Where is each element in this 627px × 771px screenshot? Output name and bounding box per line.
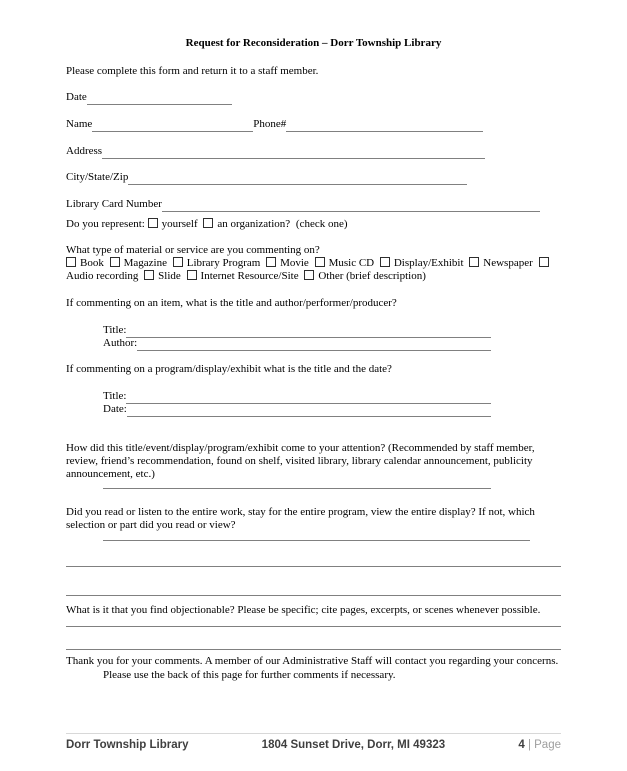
option-label: an organization? bbox=[217, 218, 291, 230]
program-date-row bbox=[103, 403, 491, 417]
footer-page-indicator: 4 | Page bbox=[518, 739, 561, 751]
item-title-blank-line[interactable] bbox=[126, 324, 491, 338]
program-date-blank-line[interactable] bbox=[127, 403, 491, 417]
item-author-row bbox=[103, 337, 491, 351]
checkbox-option bbox=[144, 270, 181, 282]
option-label: Library Program bbox=[186, 257, 261, 269]
checkbox-icon[interactable] bbox=[110, 257, 120, 267]
entire-question: Did you read or listen to the entire work, stay for the entire program, view the entire display? If not, which selection or part did you read or view? bbox=[66, 506, 535, 531]
footer-address: 1804 Sunset Drive, Dorr, MI 49323 bbox=[261, 739, 446, 751]
closing-note: Please use the back of this page for further comments if necessary. bbox=[103, 669, 396, 681]
checkbox-icon[interactable] bbox=[380, 257, 390, 267]
option-label: Newspaper bbox=[483, 257, 533, 269]
name-label: Name bbox=[66, 118, 93, 130]
program-title-blank-line[interactable] bbox=[126, 390, 491, 404]
objection-answer-line-1[interactable] bbox=[66, 626, 561, 627]
library-card-label: Library Card Number bbox=[66, 198, 162, 210]
represent-prompt: Do you represent: bbox=[66, 218, 145, 230]
option-label: Other (brief description) bbox=[318, 270, 426, 282]
checkbox-option bbox=[148, 218, 198, 230]
option-label: Magazine bbox=[123, 257, 167, 269]
option-label: Music CD bbox=[328, 257, 375, 269]
option-label: Display/Exhibit bbox=[393, 257, 464, 269]
name-phone-field-row bbox=[66, 118, 483, 132]
checkbox-icon[interactable] bbox=[469, 257, 479, 267]
checkbox-icon[interactable] bbox=[315, 257, 325, 267]
checkbox-icon[interactable] bbox=[304, 270, 314, 280]
represent-options bbox=[148, 218, 296, 230]
represent-question bbox=[66, 218, 566, 231]
program-title-row bbox=[103, 390, 491, 404]
checkbox-option bbox=[173, 257, 261, 269]
option-label: Slide bbox=[158, 270, 181, 282]
objection-question: What is it that you find objectionable? Please be specific; cite pages, excerpts, or scenes whenever possible. bbox=[66, 604, 541, 616]
phone-label: Phone# bbox=[253, 118, 287, 130]
page-title: Request for Reconsideration – Dorr Township Library bbox=[185, 37, 442, 49]
checkbox-icon[interactable] bbox=[266, 257, 276, 267]
option-label: Book bbox=[80, 257, 104, 269]
checkbox-icon[interactable] bbox=[148, 218, 158, 228]
address-blank-line[interactable] bbox=[102, 145, 485, 159]
option-label: yourself bbox=[161, 218, 198, 230]
item-title-row bbox=[103, 324, 491, 338]
address-field-row bbox=[66, 145, 485, 159]
library-card-field-row bbox=[66, 198, 540, 212]
checkbox-option bbox=[304, 270, 426, 282]
entire-answer-line-3[interactable] bbox=[66, 595, 561, 596]
footer-page-label: Page bbox=[534, 739, 561, 751]
option-label: Audio recording bbox=[66, 270, 139, 282]
checkbox-icon[interactable] bbox=[203, 218, 213, 228]
date-field-row bbox=[66, 91, 232, 105]
checkbox-option bbox=[266, 257, 309, 269]
option-label: Internet Resource/Site bbox=[200, 270, 299, 282]
objection-answer-line-2[interactable] bbox=[66, 649, 561, 650]
material-options bbox=[66, 257, 563, 283]
checkbox-option bbox=[315, 257, 375, 269]
library-card-blank-line[interactable] bbox=[162, 198, 540, 212]
footer-library-name: Dorr Township Library bbox=[66, 739, 189, 751]
item-author-blank-line[interactable] bbox=[137, 337, 491, 351]
address-label: Address bbox=[66, 145, 103, 157]
phone-blank-line[interactable] bbox=[286, 118, 483, 132]
footer-page-number: 4 bbox=[518, 739, 525, 751]
option-label: Movie bbox=[280, 257, 309, 269]
checkbox-icon[interactable] bbox=[187, 270, 197, 280]
entire-answer-line-1[interactable] bbox=[103, 540, 530, 541]
checkbox-option bbox=[203, 218, 290, 230]
attention-question: How did this title/event/display/program/exhibit come to your attention? (Recommended by staff member, review, friend’s recommendation, found on shelf, visited library, library calendar announcement, publicity announcement, etc.) bbox=[66, 442, 535, 480]
program-date-label: Date: bbox=[103, 403, 127, 415]
footer-divider bbox=[66, 733, 561, 734]
attention-answer-line[interactable] bbox=[103, 488, 491, 489]
program-question: If commenting on a program/display/exhibit what is the title and the date? bbox=[66, 363, 392, 375]
checkbox-icon[interactable] bbox=[539, 257, 549, 267]
closing-text: Thank you for your comments. A member of our Administrative Staff will contact you regarding your concerns. bbox=[66, 655, 559, 667]
checkbox-icon[interactable] bbox=[173, 257, 183, 267]
intro-text: Please complete this form and return it to a staff member. bbox=[66, 65, 319, 77]
item-question: If commenting on an item, what is the title and author/performer/producer? bbox=[66, 297, 397, 309]
checkbox-option bbox=[187, 270, 299, 282]
city-state-zip-label: City/State/Zip bbox=[66, 171, 129, 183]
city-state-zip-field-row bbox=[66, 171, 467, 185]
checkbox-option bbox=[66, 257, 104, 269]
item-title-label: Title: bbox=[103, 324, 127, 336]
date-label: Date bbox=[66, 91, 87, 103]
page-footer bbox=[66, 739, 561, 751]
checkbox-icon[interactable] bbox=[66, 257, 76, 267]
city-state-zip-blank-line[interactable] bbox=[128, 171, 467, 185]
checkbox-icon[interactable] bbox=[144, 270, 154, 280]
material-prompt: What type of material or service are you commenting on? bbox=[66, 244, 320, 256]
name-blank-line[interactable] bbox=[92, 118, 253, 132]
checkbox-option bbox=[380, 257, 464, 269]
date-blank-line[interactable] bbox=[87, 91, 232, 105]
checkbox-option bbox=[110, 257, 167, 269]
represent-suffix: (check one) bbox=[295, 218, 348, 230]
item-author-label: Author: bbox=[103, 337, 138, 349]
checkbox-option bbox=[469, 257, 532, 269]
entire-answer-line-2[interactable] bbox=[66, 566, 561, 567]
program-title-label: Title: bbox=[103, 390, 127, 402]
